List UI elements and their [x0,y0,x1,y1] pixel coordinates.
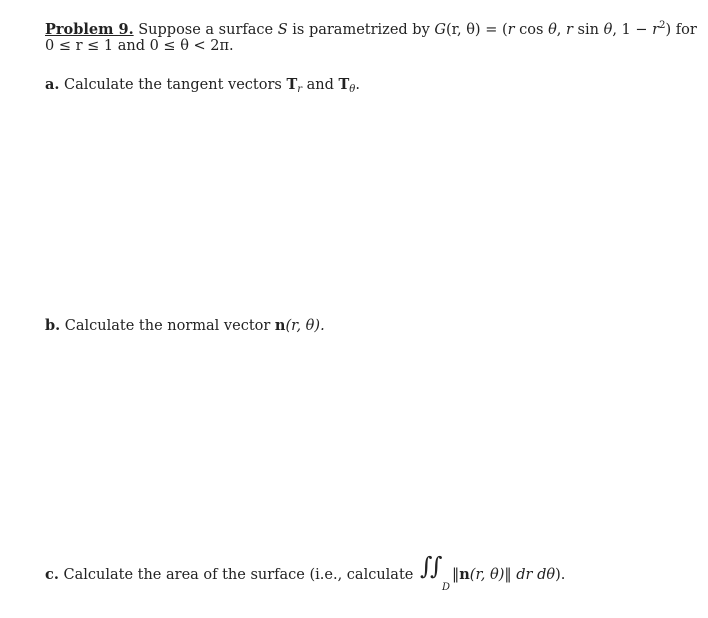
part-c-text: Calculate the area of the surface (i.e., calculate [58,567,418,583]
tangent-vector-theta: T [338,76,350,93]
problem-statement-line-2 [45,37,234,55]
part-b-text: Calculate the normal vector [60,318,275,334]
component-3: , 1 − [612,22,653,38]
r-var: r [652,22,660,38]
part-c [45,552,566,593]
comma-1: , [556,22,567,38]
component-1-r: r [507,22,515,38]
norm-close: ‖ [504,567,517,583]
norm-open: ‖ [451,567,460,583]
tangent-vector-theta-subscript: θ [349,84,356,95]
normal-vector-c: n [459,566,470,583]
theta-2: θ [603,22,613,38]
theta-1: θ [548,22,557,38]
sin-text: sin [572,22,604,38]
normal-vector: n [274,317,286,334]
and-text: and [302,77,339,93]
part-a-end: . [355,77,360,93]
close-paren-for: ) for [665,22,697,38]
integral-domain: D [441,582,451,593]
integral-sign-2: ∫ [429,552,443,580]
problem-intro-text-2: is parametrized by [287,22,435,38]
part-b-label: b. [45,317,61,334]
integral-sign-1: ∫ [419,552,433,580]
part-a [45,76,360,99]
tangent-vector-r: T [286,76,298,93]
normal-vector-args: (r, θ). [285,318,325,334]
cos-text: cos [514,22,549,38]
problem-statement-line-1 [45,17,697,39]
double-integral [418,552,452,593]
component-2-r: r [566,22,573,38]
surface-symbol: S [277,22,288,38]
part-a-label: a. [45,76,60,93]
problem-intro-text-1: Suppose a surface [133,22,278,38]
part-c-end: ). [555,567,566,583]
exponent: 2 [659,20,666,31]
part-a-text: Calculate the tangent vectors [59,77,287,93]
tangent-vector-r-subscript: r [297,84,303,95]
part-c-label: c. [45,566,59,583]
domain-text: 0 ≤ r ≤ 1 and 0 ≤ θ < 2π. [45,38,234,54]
differentials: dr dθ [516,567,556,583]
part-b [45,317,325,335]
normal-vector-c-args: (r, θ) [469,567,505,583]
function-name: G [434,22,446,38]
function-args: (r, θ) = ( [445,22,508,38]
problem-label: Problem 9. [45,21,134,38]
